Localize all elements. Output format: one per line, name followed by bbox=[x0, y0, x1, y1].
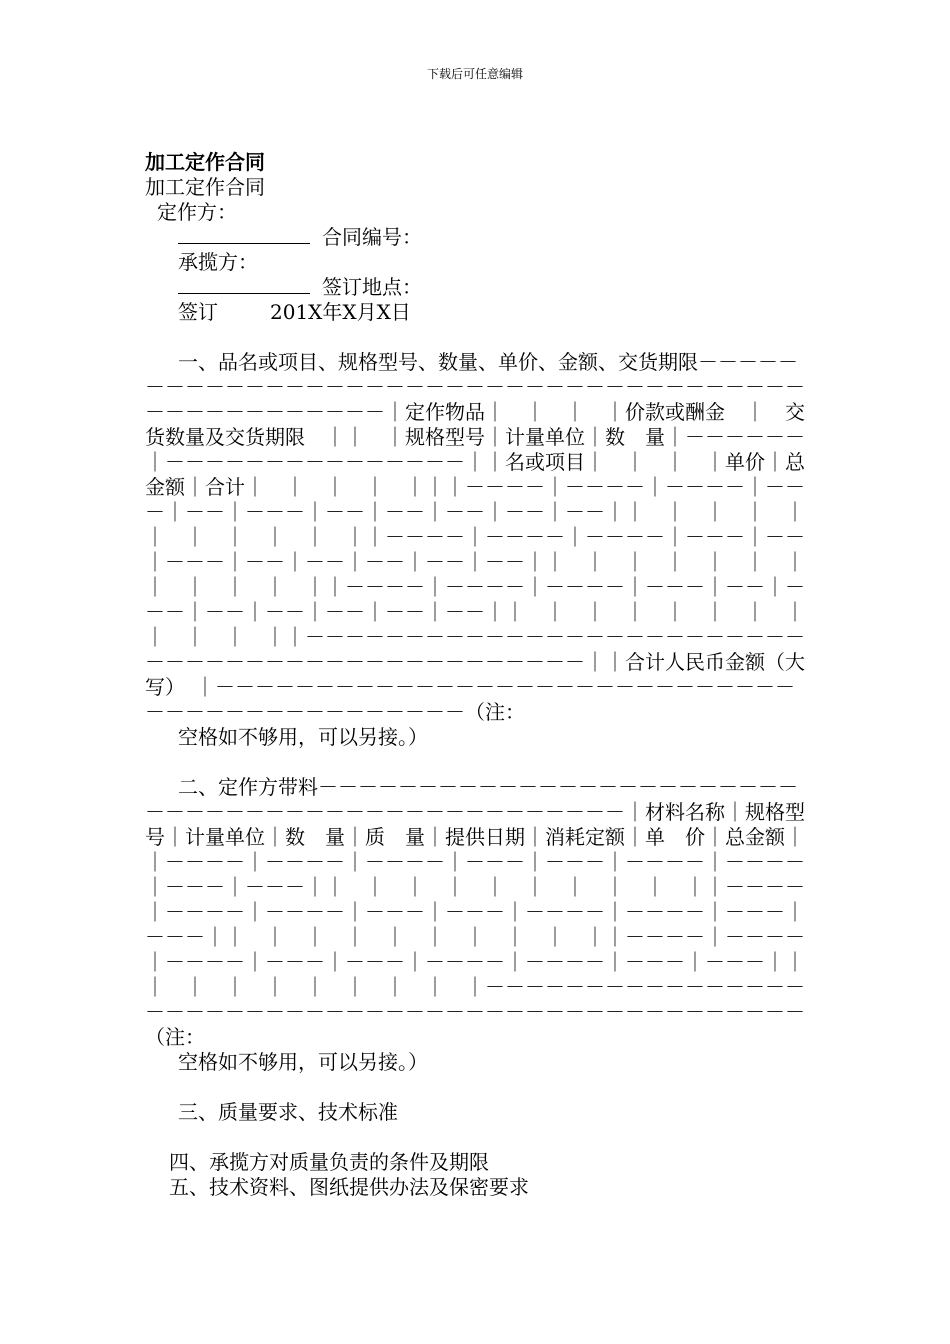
sign-place-row bbox=[145, 275, 805, 300]
contract-no-row bbox=[145, 225, 805, 250]
party-b-label: 承揽方： bbox=[178, 250, 258, 274]
party-a-blank[interactable] bbox=[178, 225, 310, 244]
party-b-blank[interactable] bbox=[178, 275, 310, 294]
document-title-bold: 加工定作合同 bbox=[145, 150, 265, 174]
section-2-materials-table: 二、定作方带料－－－－－－－－－－－－－－－－－－－－－－－－－－－－－－－－－－－－－－－－－－－－－－－－｜材料名称｜规格型号｜计量单位｜数 量｜质 量｜提供日期｜消耗定额｜单 价｜总金额｜｜－－－－｜－－－－｜－－－－｜－－－｜－－－｜－－－－｜－－－－｜－－－｜－－－｜｜ ｜ ｜ ｜ ｜ ｜ ｜ ｜ ｜ ｜｜－－－－｜－－－－｜－－－－｜－－－｜－－－｜－－－－｜－－－－｜－－－｜－－－｜｜ ｜ ｜ ｜ ｜ ｜ ｜ ｜ ｜ ｜｜－－－－｜－－－－｜－－－－｜－－－｜－－－｜－－－－｜－－－－｜－－－｜－－－｜｜ ｜ ｜ ｜ ｜ ｜ ｜ ｜ ｜ ｜－－－－－－－－－－－－－－－－－－－－－－－－－－－－－－－－－－－－－－－－－－－－－－－－－（注： bbox=[145, 775, 825, 1049]
document-title: 加工定作合同 bbox=[145, 175, 265, 199]
page-header-note: 下载后可任意编辑 bbox=[426, 67, 523, 81]
section-5-heading: 五、技术资料、图纸提供办法及保密要求 bbox=[169, 1175, 529, 1199]
sign-date-row bbox=[145, 300, 805, 325]
sign-place-label: 签订地点： bbox=[322, 275, 422, 299]
sign-date: 201X年X月X日 bbox=[270, 300, 411, 324]
section-3-heading: 三、质量要求、技术标准 bbox=[178, 1100, 398, 1124]
section-4-heading: 四、承揽方对质量负责的条件及期限 bbox=[169, 1150, 489, 1174]
section-1-items-table: 一、品名或项目、规格型号、数量、单价、金额、交货期限－－－－－－－－－－－－－－－－－－－－－－－－－－－－－－－－－－－－－－－－－－－－－－－－－－｜定作物品｜ ｜ ｜ ｜价款或酬金 ｜ 交货数量及交货期限 ｜｜ ｜规格型号｜计量单位｜数 量｜－－－－－－｜－－－－－－－－－－－－－－－｜｜名或项目｜ ｜ ｜ ｜单价｜总金额｜合计｜ ｜ ｜ ｜ ｜｜｜－－－－｜－－－－｜－－－－｜－－－｜－－｜－－－｜－－｜－－｜－－｜－－｜－－｜｜ ｜ ｜ ｜ ｜ ｜ ｜ ｜ ｜ ｜ ｜｜－－－－｜－－－－｜－－－－｜－－－｜－－｜－－－｜－－｜－－｜－－｜－－｜－－｜｜ ｜ ｜ ｜ ｜ ｜ ｜ ｜ ｜ ｜ ｜ ｜｜－－－－｜－－－－｜－－－－｜－－－｜－－｜－－－｜－－｜－－｜－－｜－－｜－－｜｜ ｜ ｜ ｜ ｜ ｜ ｜ ｜ ｜ ｜ ｜ ｜｜－－－－－－－－－－－－－－－－－－－－－－－－－－－－－－－－－－－－－－－－－－－－－－－｜｜合计人民币金额（大写） ｜－－－－－－－－－－－－－－－－－－－－－－－－－－－－－－－－－－－－－－－－－－－－－（注： bbox=[145, 350, 825, 724]
contract-no-label: 合同编号： bbox=[322, 225, 422, 249]
party-a-label: 定作方： bbox=[157, 200, 237, 224]
sign-label: 签订 bbox=[178, 300, 218, 324]
contract-document bbox=[145, 150, 825, 1200]
section-2-note: 空格如不够用，可以另接。） bbox=[178, 1050, 428, 1074]
section-1-note: 空格如不够用，可以另接。） bbox=[178, 725, 428, 749]
